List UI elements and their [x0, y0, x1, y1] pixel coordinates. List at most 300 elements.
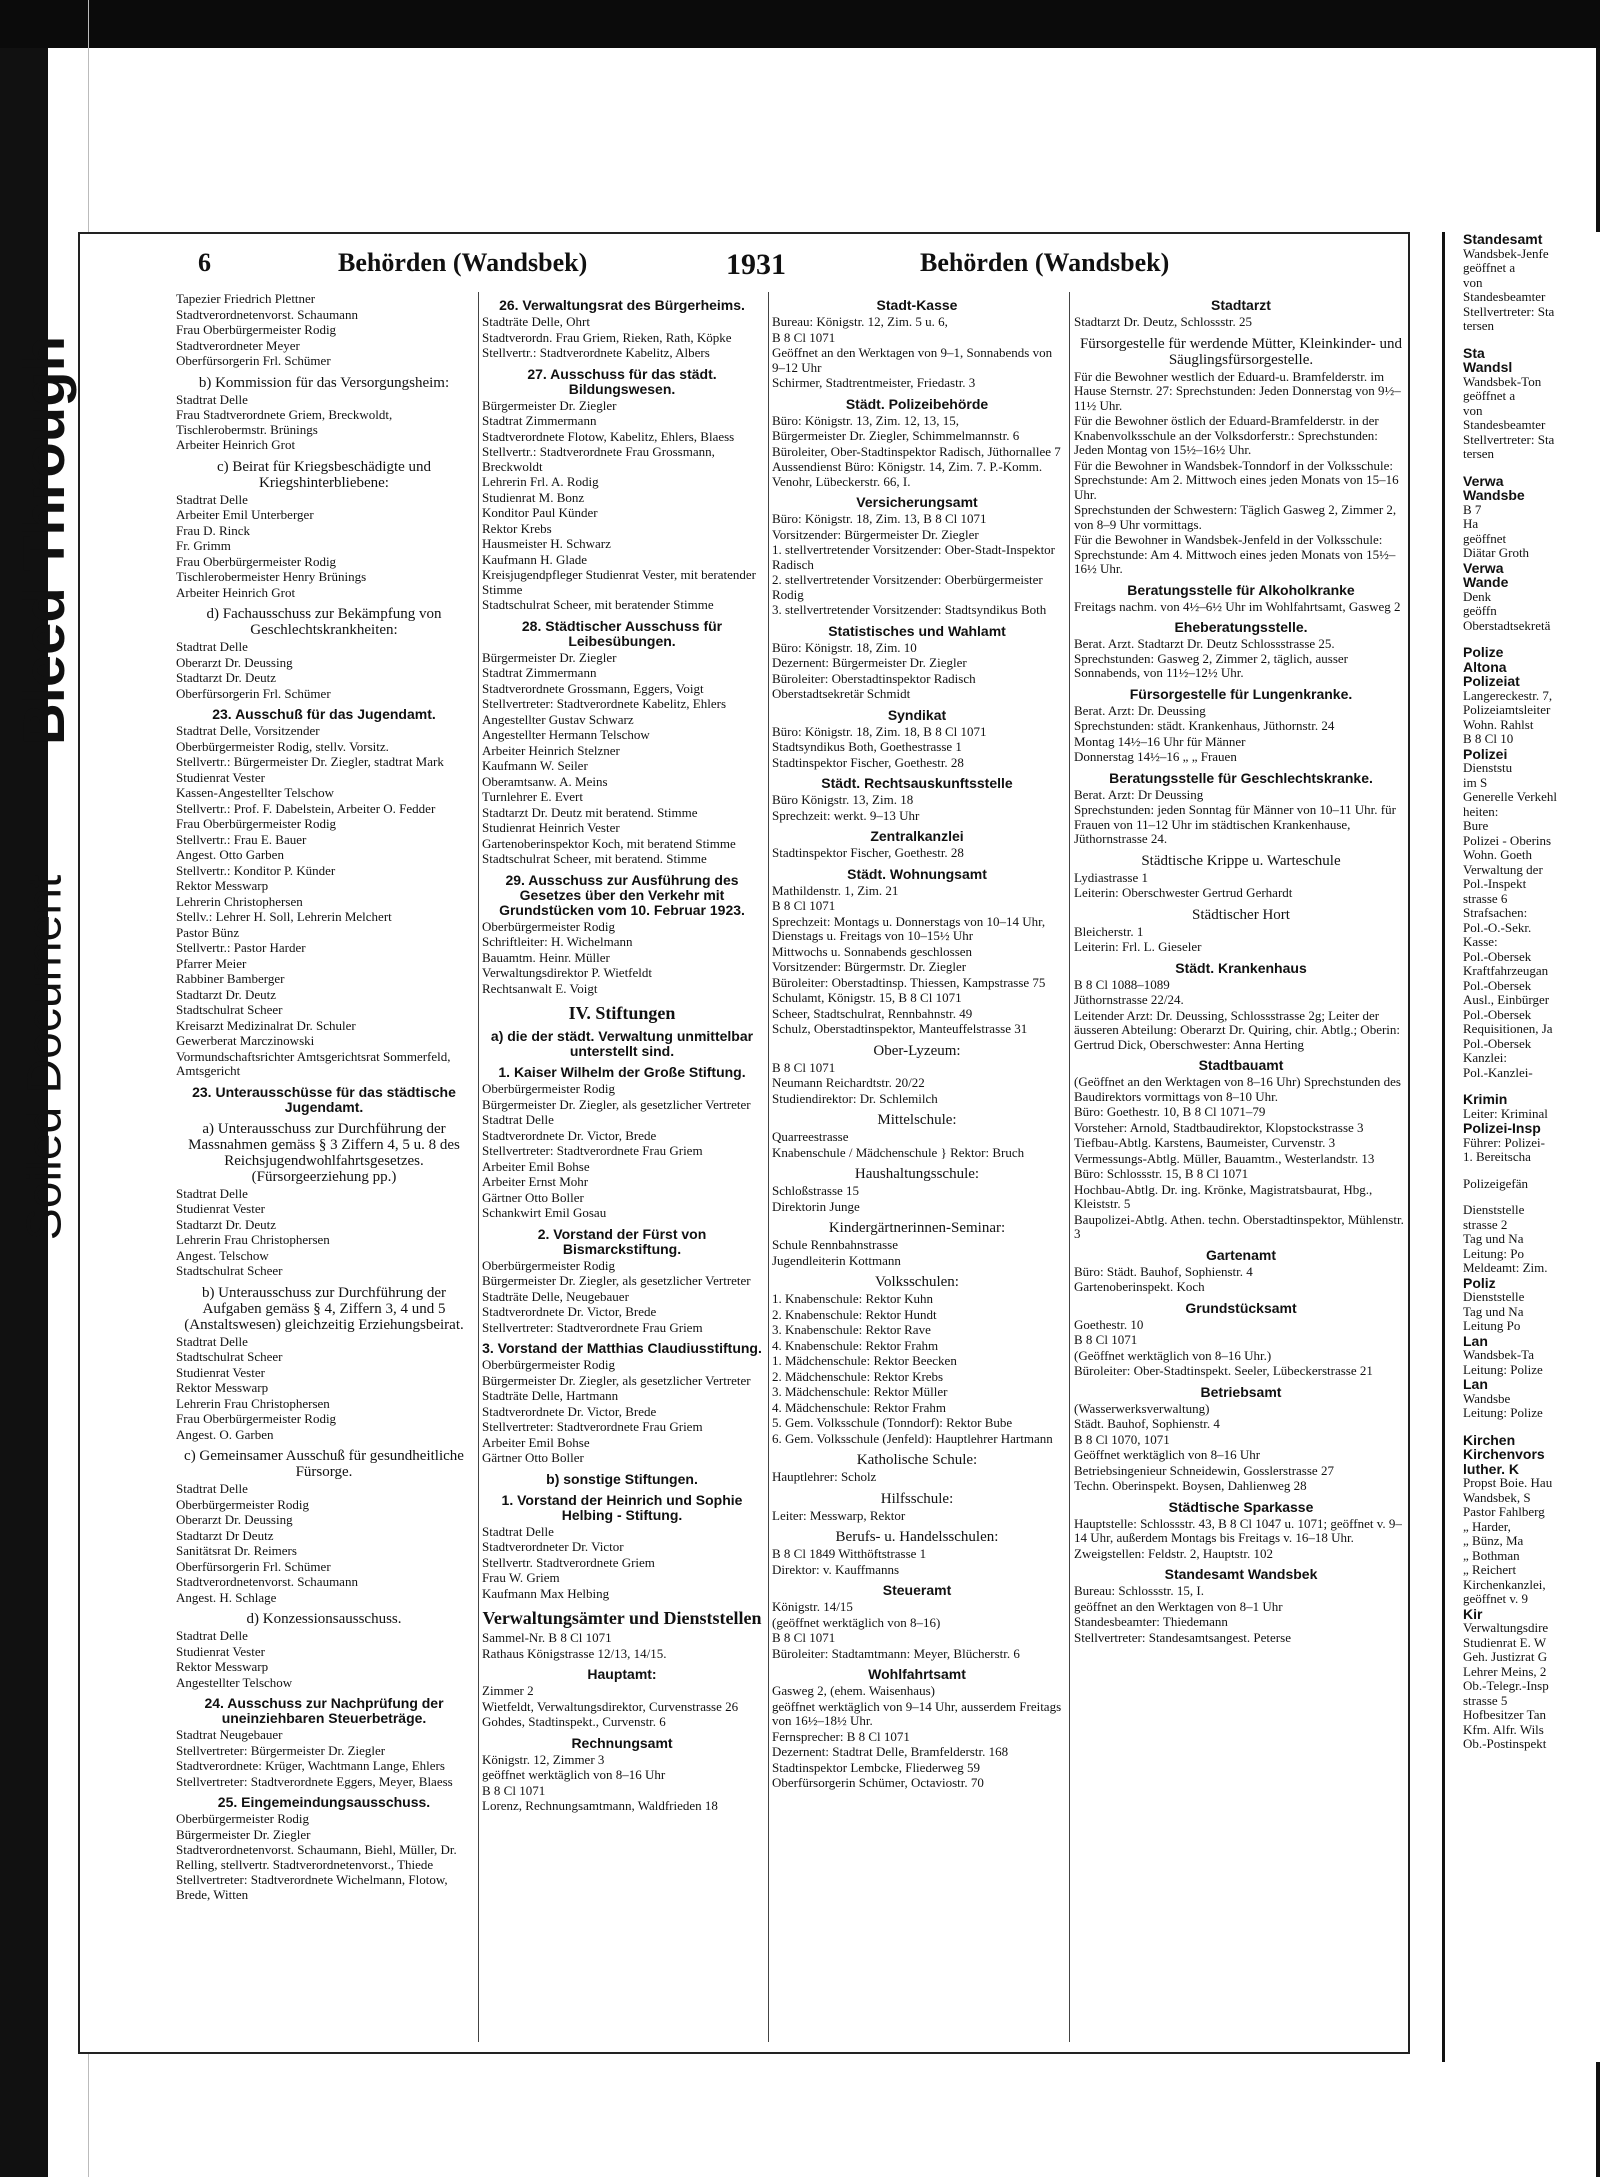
section-heading: Standesamt Wandsbek — [1164, 1566, 1318, 1582]
entry-line: Frau D. Rinck — [176, 522, 251, 538]
entry-line: Goethestr. 10 — [1074, 1316, 1144, 1332]
entry-line: Stellvertr.: Bürgermeister Dr. Ziegler, stadtrat Mark — [176, 754, 444, 769]
entry-line: Bürgermeister Dr. Ziegler, als gesetzlicher Vertreter — [482, 1096, 751, 1112]
entry-line: 1. Mädchenschule: Rektor Beecken — [772, 1353, 957, 1368]
adjacent-page-line: Pol.-Obersek — [1463, 1006, 1532, 1022]
entry-line: Direktorin Junge — [772, 1198, 860, 1214]
entry-line: Oberbürgermeister Rodig — [482, 1081, 615, 1096]
adjacent-page-line: geöffnet v. 9 — [1463, 1591, 1528, 1606]
adjacent-page-line: Langereckestr. 7, — [1463, 687, 1553, 703]
adjacent-page-line: Ob.-Telegr.-Insp — [1463, 1678, 1549, 1693]
section-heading: 23. Unterausschüsse für das städtische Jugendamt. — [192, 1083, 456, 1115]
adjacent-page-line: Standesbeamter — [1463, 289, 1546, 304]
entry-line: Stadtschulrat Scheer — [176, 1263, 283, 1278]
adjacent-page-line: Lehrer Meins, 2 — [1463, 1663, 1547, 1679]
entry-line: Stadtschulrat Scheer — [176, 1002, 283, 1017]
adjacent-page-line: 1. Bereitscha — [1463, 1149, 1531, 1164]
section-heading: Beratungsstelle für Geschlechtskranke. — [1109, 769, 1373, 786]
entry-line: Frau Oberbürgermeister Rodig — [176, 322, 337, 337]
entry-line: Stadtverordnete Grossmann, Eggers, Voigt — [482, 680, 704, 696]
adjacent-page-line: Polizeiat — [1463, 673, 1520, 689]
section-heading: c) Gemeinsamer Ausschuß für gesundheitliche Fürsorge. — [184, 1448, 464, 1480]
entry-line: (Wasserwerksverwaltung) — [1074, 1400, 1210, 1416]
entry-line: Bürgermeister Dr. Ziegler, als gesetzlicher Vertreter — [482, 1372, 751, 1388]
scanner-top-border — [0, 0, 1600, 48]
section-heading: c) Beirat für Kriegsbeschädigte und Kriegshinterbliebene: — [216, 458, 432, 491]
section-heading: 2. Vorstand der Fürst von Bismarckstiftung. — [537, 1225, 707, 1257]
entry-line: Stadtrat Neugebauer — [176, 1727, 283, 1742]
section-heading: Beratungsstelle für Alkoholkranke — [1127, 581, 1355, 598]
entry-line: geöffnet werktäglich von 8–16 Uhr — [482, 1767, 666, 1782]
entry-line: B 8 Cl 1070, 1071 — [1074, 1431, 1170, 1447]
column-4 — [1074, 292, 1408, 2042]
entry-line: Stadträte Delle, Neugebauer — [482, 1288, 629, 1304]
adjacent-page-line: Sta — [1463, 344, 1485, 361]
entry-line: Stellvertr.: Konditor P. Künder — [176, 862, 336, 878]
adjacent-page-line: im S — [1463, 774, 1488, 790]
entry-line: Rabbiner Bamberger — [176, 971, 285, 986]
section-heading: Stadtbauamt — [1198, 1057, 1284, 1073]
section-heading: Mittelschule: — [877, 1112, 957, 1128]
entry-line: Oberbürgermeister Rodig — [176, 1496, 309, 1512]
entry-line: Stadtrat Delle — [176, 639, 248, 654]
adjacent-page-line: strasse 6 — [1463, 890, 1508, 906]
section-heading: 27. Ausschuss für das städt. Bildungswesen. — [527, 365, 717, 397]
entry-line: Stadtarzt Dr. Deutz — [176, 1216, 276, 1232]
entry-line: Frau Stadtverordnete Griem, Breckwoldt, Tischlerobermstr. Brünings — [176, 407, 393, 437]
entry-line: B 8 Cl 1071 — [772, 1630, 836, 1645]
entry-line: Stadtverordnetenvorst. Schaumann — [176, 306, 358, 322]
entry-line: Arbeiter Heinrich Grot — [176, 437, 296, 452]
entry-line: B 8 Cl 1088–1089 — [1074, 976, 1170, 992]
adjacent-page-line: Standesamt — [1463, 232, 1543, 247]
entry-line: Zweigstellen: Feldstr. 2, Hauptstr. 102 — [1074, 1545, 1273, 1561]
bleed-through-stamp — [0, 320, 90, 760]
section-heading: b) sonstige Stiftungen. — [546, 1470, 698, 1487]
entry-line: Büro Königstr. 13, Zim. 18 — [772, 792, 914, 807]
entry-line: Oberamtsanw. A. Meins — [482, 773, 608, 789]
entry-line: Stellvertreter: Stadtverordnete Frau Griem — [482, 1319, 703, 1335]
section-heading: Städtische Sparkasse — [1168, 1498, 1314, 1515]
entry-line: Sprechzeit: werkt. 9–13 Uhr — [772, 807, 920, 823]
entry-line: Fr. Grimm — [176, 538, 231, 553]
entry-line: Städt. Bauhof, Sophienstr. 4 — [1074, 1416, 1220, 1431]
adjacent-page-line: Polizei — [1463, 745, 1508, 762]
entry-line: Hauptlehrer: Scholz — [772, 1469, 877, 1484]
entry-line: 6. Gem. Volksschule (Jenfeld): Hauptlehrer Hartmann — [772, 1430, 1053, 1446]
adjacent-page-line: Wandsbe — [1463, 487, 1525, 503]
entry-line: Stadtschulrat Scheer, mit beratend. Stimme — [482, 851, 707, 866]
section-heading: Wohlfahrtsamt — [868, 1666, 966, 1682]
bleed-through-label: Bleed Through — [12, 335, 78, 745]
adjacent-page-line: Poliz — [1463, 1274, 1496, 1291]
entry-line: B 8 Cl 1849 Witthöftstrasse 1 — [772, 1546, 927, 1561]
adjacent-page-line: Strafsachen: — [1463, 905, 1528, 920]
entry-line: Schule Rennbahnstrasse — [772, 1237, 899, 1252]
entry-line: Donnerstag 14½–16 „ „ Frauen — [1074, 749, 1237, 764]
entry-line: Dezernent: Bürgermeister Dr. Ziegler — [772, 655, 967, 670]
adjacent-page-line: Leitung: Polize — [1463, 1405, 1543, 1420]
entry-line: Sprechstunden: städt. Krankenhaus, Jüthornstr. 24 — [1074, 718, 1335, 733]
entry-line: Kassen-Angestellter Telschow — [176, 785, 335, 800]
section-heading: d) Konzessionsausschuss. — [246, 1611, 402, 1627]
text-columns — [176, 292, 1408, 2042]
entry-line: Stadtsyndikus Both, Goethestrasse 1 — [772, 739, 962, 754]
entry-line: Oberbürgermeister Rodig — [482, 1357, 615, 1372]
adjacent-page-line — [1463, 462, 1600, 474]
entry-line: Rechtsanwalt E. Voigt — [482, 980, 598, 996]
entry-line: Stadtrat Zimmermann — [482, 665, 597, 680]
adjacent-page-line: Polizeiamtsleiter — [1463, 702, 1551, 717]
entry-line: Stadtrat Zimmermann — [482, 413, 597, 428]
adjacent-page-line: Kraftfahrzeugan — [1463, 963, 1549, 978]
adjacent-page-line: Polizeigefän — [1463, 1175, 1528, 1191]
entry-line: Stadtverordn. Frau Griem, Rieken, Rath, Köpke — [482, 329, 732, 345]
adjacent-page-line — [1463, 334, 1600, 346]
entry-line: Stadtarzt Dr. Deutz — [176, 986, 276, 1002]
entry-line: Rektor Messwarp — [176, 1380, 269, 1395]
adjacent-page-line: B 8 Cl 10 — [1463, 731, 1514, 746]
entry-line: Rathaus Königstrasse 12/13, 14/15. — [482, 1645, 667, 1661]
entry-line: Stadtarzt Dr. Deutz, Schlossstr. 25 — [1074, 314, 1253, 329]
entry-line: Stadtschulrat Scheer, mit beratender Stimme — [482, 597, 714, 612]
entry-line: Lydiastrasse 1 — [1074, 869, 1149, 885]
entry-line: Gärtner Otto Boller — [482, 1189, 584, 1205]
adjacent-page-line: Pol.-Inspekt — [1463, 876, 1527, 891]
entry-line: Stadtverordnete Dr. Victor, Brede — [482, 1304, 657, 1319]
entry-line: Geöffnet an den Werktagen von 9–1, Sonnabends von 9–12 Uhr — [772, 345, 1053, 375]
entry-line: Bureau: Königstr. 12, Zim. 5 u. 6, — [772, 314, 948, 329]
entry-line: Angestellter Telschow — [176, 1674, 293, 1690]
entry-line: Schirmer, Stadtrentmeister, Friedastr. 3 — [772, 375, 976, 390]
entry-line: Dezernent: Stadtrat Delle, Bramfelderstr. 168 — [772, 1744, 1009, 1759]
adjacent-page-line: Dienststu — [1463, 760, 1513, 775]
entry-line: Für die Bewohner in Wandsbek-Jenfeld in der Volksschule: Sprechstunde: Am 4. Mittwoch eines jeden Monats von 15½–16½ Uhr. — [1074, 532, 1396, 576]
section-heading: Betriebsamt — [1200, 1383, 1282, 1400]
entry-line: Büro: Königstr. 18, Zim. 18, B 8 Cl 1071 — [772, 723, 987, 739]
entry-line: Büroleiter, Ober-Stadtinspektor Radisch, Jüthornallee 7 — [772, 443, 1061, 459]
adjacent-page-line: Leiter: Kriminal — [1463, 1105, 1548, 1121]
adjacent-page-line: Wandsbek-Ta — [1463, 1347, 1534, 1362]
entry-line: Hauptstelle: Schlossstr. 43, B 8 Cl 1047 u. 1071; geöffnet v. 9–14 Uhr, außerdem Montags bis Freitags v. 16–18 Uhr. — [1074, 1515, 1402, 1545]
adjacent-page-line: von — [1463, 274, 1483, 290]
adjacent-page-line: „ Bothman — [1463, 1547, 1520, 1563]
section-heading: b) Unterausschuss zur Durchführung der Aufgaben gemäss § 4, Ziffern 3, 4 und 5 (Anstaltswesen) gleichzeitig Erziehungsbeirat. — [184, 1284, 464, 1333]
entry-line: Frau Oberbürgermeister Rodig — [176, 1411, 337, 1426]
adjacent-page-line: Verwa — [1463, 472, 1504, 489]
adjacent-page-line: Pol.-Obersek — [1463, 948, 1532, 964]
entry-line: Mathildenstr. 1, Zim. 21 — [772, 882, 899, 898]
adjacent-page-line: Verwa — [1463, 559, 1504, 576]
entry-line: Gärtner Otto Boller — [482, 1450, 584, 1465]
adjacent-page-line: Polizei - Oberins — [1463, 832, 1552, 848]
entry-line: Oberbürgermeister Rodig — [482, 918, 615, 934]
entry-line: Tiefbau-Abtlg. Karstens, Baumeister, Curvenstr. 3 — [1074, 1135, 1336, 1150]
entry-line: Zimmer 2 — [482, 1683, 534, 1698]
adjacent-page-line: tersen — [1463, 318, 1495, 333]
section-heading: 3. Vorstand der Matthias Claudiusstiftung. — [482, 1340, 762, 1356]
section-heading: 26. Verwaltungsrat des Bürgerheims. — [499, 297, 745, 313]
soiled-document-label: Soiled Document — [18, 874, 72, 1241]
entry-line: Stadtverordnete Dr. Victor, Brede — [482, 1127, 657, 1143]
adjacent-page-line: geöffn — [1463, 603, 1497, 618]
entry-line: Knabenschule / Mädchenschule } Rektor: Bruch — [772, 1144, 1025, 1160]
adjacent-page-line: Kanzlei: — [1463, 1050, 1508, 1065]
adjacent-page-line: heiten: — [1463, 803, 1499, 819]
entry-line: Für die Bewohner östlich der Eduard-Bramfelderstr. in der Knabenvolksschule an der Volksdorferstr.: Sprechstunden: Jeden Montag von 15½–16½ Uhr. — [1074, 413, 1379, 457]
entry-line: Arbeiter Heinrich Stelzner — [482, 742, 620, 758]
adjacent-page-line: Standesbeamter — [1463, 417, 1546, 432]
entry-line: Angestellter Gustav Schwarz — [482, 711, 634, 727]
entry-line: Königstr. 12, Zimmer 3 — [482, 1751, 605, 1767]
condition-stamps — [0, 320, 90, 1320]
adjacent-page-line: Wohn. Rahlst — [1463, 716, 1534, 732]
entry-line: Sammel-Nr. B 8 Cl 1071 — [482, 1630, 612, 1645]
entry-line: Angest. H. Schlage — [176, 1589, 277, 1605]
entry-line: Stadtinspektor Lembcke, Fliederweg 59 — [772, 1759, 980, 1775]
entry-line: Standesbeamter: Thiedemann — [1074, 1614, 1228, 1629]
entry-line: (geöffnet werktäglich von 8–16) — [772, 1614, 941, 1630]
adjacent-page-line: Dienststelle — [1463, 1202, 1525, 1217]
adjacent-page-line: von — [1463, 402, 1483, 418]
entry-line: Fernsprecher: B 8 Cl 1071 — [772, 1728, 910, 1744]
entry-line: Oberarzt Dr. Deussing — [176, 1512, 293, 1527]
section-heading: Berufs- u. Handelsschulen: — [835, 1529, 999, 1545]
page-number: 6 — [198, 248, 211, 277]
entry-line: Stellvertreter: Bürgermeister Dr. Ziegler — [176, 1742, 386, 1758]
entry-line: Pastor Bünz — [176, 924, 240, 940]
entry-line: Stadtinspektor Fischer, Goethestr. 28 — [772, 754, 964, 770]
entry-line: Oberbürgermeister Rodig — [482, 1257, 615, 1273]
entry-line: Studienrat Vester — [176, 1643, 265, 1659]
entry-line: Lehrerin Christophersen — [176, 893, 303, 909]
entry-line: (Geöffnet an den Werktagen von 8–16 Uhr) Sprechstunden des Baudirektors vormittags von 8–10 Uhr. — [1074, 1074, 1401, 1104]
section-heading: Hauptamt: — [587, 1666, 657, 1682]
adjacent-page-line: Meldeamt: Zim. — [1463, 1260, 1548, 1275]
entry-line: Stadtverordnetenvorst. Schaumann — [176, 1574, 358, 1589]
adjacent-page-line: Wohn. Goeth — [1463, 847, 1532, 862]
adjacent-page-line: „ Reichert — [1463, 1562, 1517, 1577]
entry-line: Sprechzeit: Montags u. Donnerstags von 10–14 Uhr, Dienstags u. Freitags von 10–15½ Uhr — [772, 913, 1046, 943]
adjacent-page-line: Kirchenvors — [1463, 1446, 1545, 1462]
entry-line: Rektor Krebs — [482, 520, 552, 536]
entry-line: Aussendienst Büro: Königstr. 14, Zim. 7. P.-Komm. Venohr, Lübeckerstr. 66, I. — [772, 459, 1043, 489]
entry-line: Oberfürsorgerin Frl. Schümer — [176, 1558, 331, 1574]
adjacent-page-line: Verwaltungsdire — [1463, 1620, 1549, 1635]
adjacent-page-line: Hofbesitzer Tan — [1463, 1707, 1546, 1722]
adjacent-page-line: Pol.-O.-Sekr. — [1463, 919, 1532, 935]
entry-line: Schloßstrasse 15 — [772, 1183, 860, 1198]
adjacent-page-line: Pol.-Kanzlei- — [1463, 1064, 1533, 1080]
adjacent-page-line: Ausl., Einbürger — [1463, 992, 1550, 1007]
entry-line: Mittwochs u. Sonnabends geschlossen — [772, 943, 973, 959]
section-heading: Stadtarzt — [1211, 297, 1271, 313]
section-heading: 29. Ausschuss zur Ausführung des Gesetzes über den Verkehr mit Grundstücken vom 10. Februar 1923. — [499, 871, 745, 918]
column-3 — [772, 292, 1062, 2042]
entry-line: Gasweg 2, (ehem. Waisenhaus) — [772, 1683, 935, 1698]
section-heading: Gartenamt — [1205, 1246, 1277, 1263]
section-heading: Syndikat — [887, 706, 947, 723]
entry-line: Leitender Arzt: Dr. Deussing, Schlossstrasse 2g; Leiter der äusseren Abteilung: Oberarzt Dr. Quiring, chir. Abtlg.; Oberin: Gertrud Dick, Oberschwester: Anna Herting — [1074, 1007, 1401, 1052]
adjacent-page-line: Altona — [1463, 658, 1507, 675]
entry-line: Studienrat M. Bonz — [482, 489, 585, 505]
entry-line: Leiter: Messwarp, Rektor — [772, 1507, 906, 1523]
adjacent-page-line: strasse 2 — [1463, 1216, 1508, 1232]
entry-line: Stadtverordnete Dr. Victor, Brede — [482, 1403, 657, 1419]
adjacent-page-line: tersen — [1463, 446, 1495, 461]
entry-line: Stadtverordneter Meyer — [176, 337, 300, 353]
entry-line: Frau Oberbürgermeister Rodig — [176, 553, 337, 569]
entry-line: Stellvertr.: Pastor Harder — [176, 940, 306, 955]
adjacent-page-line: Ha — [1463, 516, 1479, 531]
entry-line: Bürgermeister Dr. Ziegler — [482, 649, 617, 665]
entry-line: Jüthornstrasse 22/24. — [1074, 992, 1184, 1007]
entry-line: Stellvertreter: Standesamtsangest. Peterse — [1074, 1629, 1291, 1645]
entry-line: Neumann Reichardtstr. 20/22 — [772, 1075, 925, 1090]
adjacent-page-line — [1463, 1165, 1600, 1177]
entry-line: Vorsteher: Arnold, Stadtbaudirektor, Klopstockstrasse 3 — [1074, 1119, 1364, 1135]
entry-line: Stellvertreter: Stadtverordnete Eggers, Meyer, Blaess — [176, 1773, 453, 1789]
section-heading: Statistisches und Wahlamt — [828, 622, 1006, 639]
adjacent-page-line: geöffnet — [1463, 530, 1507, 546]
entry-line: Bürgermeister Dr. Ziegler — [176, 1826, 311, 1842]
entry-line: Stadtrat Delle — [482, 1523, 554, 1539]
section-heading: d) Fachausschuss zur Bekämpfung von Geschlechtskrankheiten: — [206, 606, 442, 638]
section-heading: Grundstücksamt — [1185, 1299, 1297, 1316]
entry-line: Stadtarzt Dr. Deutz — [176, 670, 276, 685]
entry-line: Rektor Messwarp — [176, 878, 269, 893]
entry-line: Verwaltungsdirektor P. Wietfeldt — [482, 965, 653, 980]
entry-line: Konditor Paul Künder — [482, 505, 598, 520]
entry-line: Freitags nachm. von 4½–6½ Uhr im Wohlfahrtsamt, Gasweg 2 — [1074, 598, 1401, 614]
entry-line: Sprechstunden der Schwestern: Täglich Gasweg 2, Zimmer 2, von 8–9 Uhr vormittags. — [1074, 502, 1397, 532]
entry-line: Leiterin: Frl. L. Gieseler — [1074, 939, 1202, 954]
entry-line: Angest. Otto Garben — [176, 847, 284, 862]
adjacent-page-line: Führer: Polizei- — [1463, 1134, 1545, 1150]
adjacent-page-line: Wandsbek, S — [1463, 1489, 1531, 1505]
adjacent-page-line: Requisitionen, Ja — [1463, 1021, 1553, 1036]
entry-line: B 8 Cl 1071 — [482, 1782, 546, 1798]
entry-line: Bürgermeister Dr. Ziegler, als gesetzlicher Vertreter — [482, 1273, 751, 1288]
entry-line: Techn. Oberinspekt. Boysen, Dahlienweg 28 — [1074, 1478, 1307, 1493]
running-title-right: Behörden (Wandsbek) — [920, 248, 1170, 277]
entry-line: Kreisjugendpfleger Studienrat Vester, mit beratender Stimme — [482, 567, 756, 597]
adjacent-page-line: Lan — [1463, 1332, 1488, 1349]
adjacent-page-line: Stellvertreter: Sta — [1463, 303, 1555, 319]
entry-line: Studienrat Vester — [176, 769, 265, 785]
adjacent-page-line: Dienststelle — [1463, 1289, 1525, 1304]
entry-line: Stadtrat Delle — [482, 1112, 554, 1127]
entry-line: Geöffnet werktäglich von 8–16 Uhr — [1074, 1447, 1261, 1462]
entry-line: Stadtrat Delle, Vorsitzender — [176, 723, 320, 738]
entry-line: Oberfürsorgerin Frl. Schümer — [176, 353, 331, 368]
entry-line: Stellvertreter: Stadtverordnete Wichelmann, Flotow, Brede, Witten — [176, 1872, 448, 1902]
entry-line: Stadtverordneter Dr. Victor — [482, 1539, 624, 1554]
entry-line: Studienrat Vester — [176, 1201, 265, 1216]
entry-line: Stadtrat Delle — [176, 1185, 248, 1201]
entry-line: Lehrerin Frau Christophersen — [176, 1395, 330, 1411]
entry-line: Stellvertreter: Stadtverordnete Frau Griem — [482, 1419, 703, 1434]
entry-line: Kaufmann Max Helbing — [482, 1585, 610, 1601]
running-header — [80, 248, 1408, 288]
entry-line: Schulamt, Königstr. 15, B 8 Cl 1071 — [772, 990, 962, 1005]
entry-line: Tapezier Friedrich Plettner — [176, 292, 316, 306]
entry-line: Büroleiter: Oberstadtinsp. Thiessen, Kampstrasse 75 — [772, 974, 1046, 990]
adjacent-page-line: Ob.-Postinspekt — [1463, 1736, 1547, 1751]
adjacent-page-line: Kasse: — [1463, 934, 1498, 949]
entry-line: Frau W. Griem — [482, 1570, 560, 1585]
entry-line: Leiterin: Oberschwester Gertrud Gerhardt — [1074, 885, 1293, 900]
entry-line: Kreisarzt Medizinalrat Dr. Schuler — [176, 1017, 356, 1033]
adjacent-page-line: Leitung: Po — [1463, 1245, 1525, 1261]
entry-line: Stadtinspektor Fischer, Goethestr. 28 — [772, 845, 964, 860]
section-heading: Stadt-Kasse — [876, 297, 958, 313]
entry-line: Pfarrer Meier — [176, 955, 247, 971]
adjacent-page-line: B 7 — [1463, 501, 1482, 517]
section-heading: IV. Stiftungen — [568, 1003, 676, 1023]
entry-line: Büro: Städt. Bauhof, Sophienstr. 4 — [1074, 1263, 1253, 1279]
entry-line: Büro: Königstr. 18, Zim. 10 — [772, 639, 917, 655]
entry-line: Vorsitzender: Bürgermeister Dr. Ziegler — [772, 526, 979, 542]
entry-line: Oberfürsorgerin Schümer, Octaviostr. 70 — [772, 1775, 984, 1790]
entry-line: Gewerberat Marczinowski — [176, 1033, 315, 1048]
section-heading: Fürsorgestelle für werdende Mütter, Kleinkinder- und Säuglingsfürsorgestelle. — [1079, 335, 1403, 368]
adjacent-page-line — [1463, 1421, 1600, 1433]
column-2 — [482, 292, 762, 2042]
entry-line: Montag 14½–16 Uhr für Männer — [1074, 733, 1246, 749]
adjacent-page-line: Wandsbek-Jenfe — [1463, 245, 1549, 261]
entry-line: Stellvertreter: Stadtverordnete Frau Griem — [482, 1143, 703, 1158]
entry-line: Oberbürgermeister Rodig, stellv. Vorsitz. — [176, 738, 389, 754]
adjacent-page-line: Tag und Na — [1463, 1231, 1524, 1246]
entry-line: Büro: Goethestr. 10, B 8 Cl 1071–79 — [1074, 1104, 1266, 1119]
section-heading: Hilfsschule: — [880, 1490, 954, 1507]
entry-line: Stadtrat Delle — [176, 491, 248, 507]
entry-line: Büro: Schlossstr. 15, B 8 Cl 1071 — [1074, 1166, 1249, 1181]
adjacent-page-line: geöffnet a — [1463, 388, 1516, 403]
adjacent-page-line: Verwaltung der — [1463, 861, 1543, 877]
adjacent-page-line: luther. K — [1463, 1460, 1520, 1477]
section-heading: Ober-Lyzeum: — [873, 1042, 961, 1059]
entry-line: Stellvertr.: Prof. F. Dabelstein, Arbeiter O. Fedder — [176, 800, 436, 816]
adjacent-page-line: Polizei-Insp — [1463, 1120, 1541, 1136]
entry-line: 5. Gem. Volksschule (Tonndorf): Rektor Bube — [772, 1415, 1013, 1430]
entry-line: Vorsitzender: Bürgermstr. Dr. Ziegler — [772, 959, 967, 974]
entry-line: Königstr. 14/15 — [772, 1599, 853, 1614]
entry-line: Büroleiter: Stadtamtmann: Meyer, Blücherstr. 6 — [772, 1645, 1020, 1661]
entry-line: Bürgermeister Dr. Ziegler — [482, 397, 617, 413]
entry-line: Betriebsingenieur Schneidewin, Gosslerstrasse 27 — [1074, 1462, 1334, 1478]
entry-line: 3. Knabenschule: Rektor Rave — [772, 1322, 931, 1337]
adjacent-page-line: Kfm. Alfr. Wils — [1463, 1721, 1544, 1737]
adjacent-page-fragment — [1442, 232, 1600, 2062]
entry-line: 4. Knabenschule: Rektor Frahm — [772, 1337, 939, 1353]
entry-line: Arbeiter Emil Unterberger — [176, 507, 314, 522]
entry-line: Frau Oberbürgermeister Rodig — [176, 816, 337, 831]
adjacent-page-line: Pol.-Obersek — [1463, 977, 1532, 993]
entry-line: Sprechstunden: jeden Sonntag für Männer von 10–11 Uhr. für Frauen von 11–12 Uhr im städtischen Krankenhause, Jüthornstrasse 24. — [1074, 802, 1396, 846]
entry-line: Arbeiter Emil Bohse — [482, 1434, 590, 1450]
entry-line: Baupolizei-Abtlg. Athen. techn. Oberstadtinspektor, Mühlenstr. 3 — [1074, 1211, 1404, 1241]
section-heading: Verwaltungsämter und Dienststellen — [482, 1608, 762, 1628]
entry-line: Wietfeldt, Verwaltungsdirektor, Curvenstrasse 26 — [482, 1698, 739, 1714]
entry-line: Stellvertr.: Stadtverordnete Kabelitz, Albers — [482, 345, 710, 360]
entry-line: Tischlerobermeister Henry Brünings — [176, 569, 367, 584]
entry-line: 2. Mädchenschule: Rektor Krebs — [772, 1368, 944, 1384]
adjacent-page-line: Wandsbe — [1463, 1390, 1511, 1406]
section-heading: Steueramt — [882, 1582, 952, 1598]
entry-line: Stadtrat Delle — [176, 391, 248, 407]
